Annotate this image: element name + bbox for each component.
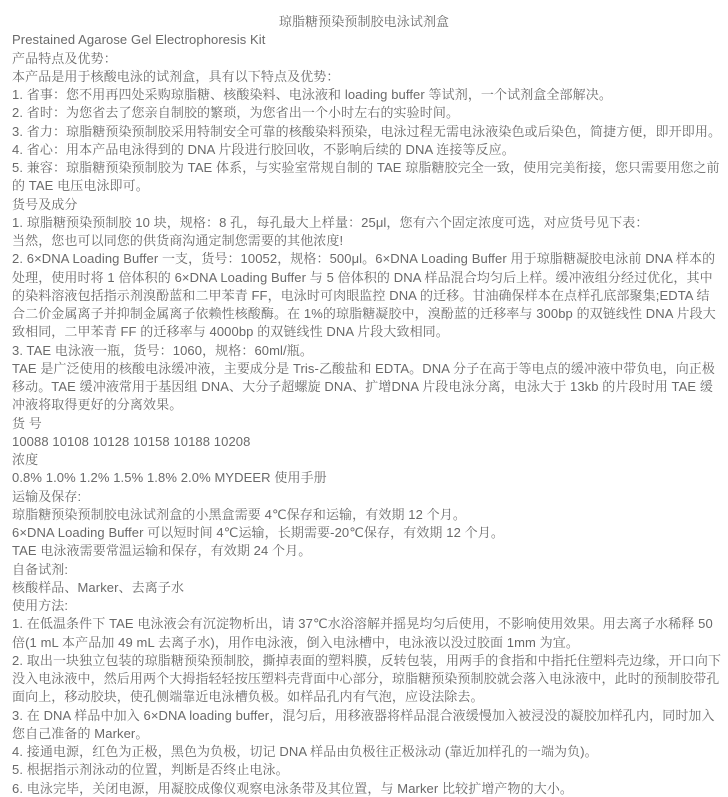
text-line: 当然，您也可以同您的供货商沟通定制您需要的其他浓度! — [12, 233, 344, 248]
component-item-2-cont: 合二价金属离子并抑制金属离子依赖性核酸酶。在 1%的琼脂糖凝胶中，溴酚蓝的迁移率与 300bp 的双链线性 DNA 片段大 — [12, 306, 716, 321]
document-title: 琼脂糖预染预制胶电泳试剂盒 — [278, 14, 450, 29]
feature-item-2: 2. 省时：为您省去了您亲自制胶的繁琐，为您省出一个小时左右的实验时间。 — [12, 105, 460, 121]
component-item-2-cont: 的染料溶液包括指示剂溴酚蓝和二甲苯青 FF，电泳时可肉眼监控 DNA 的迁移。甘油确保样本在点样孔底部聚集;EDTA 结 — [12, 287, 710, 303]
catalog-row-concentration-label: 浓度 — [12, 452, 39, 467]
storage-item-loading-buffer: 6×DNA Loading Buffer 可以短时间 4℃运输，长期需要-20℃保存，有效期 12 个月。 — [12, 525, 504, 540]
usage-step-2-cont: 面向上，移动胶块，使孔侧端靠近电泳槽负极。如样品孔内有气泡，应设法除去。 — [12, 689, 484, 705]
component-item-2: 2. 6×DNA Loading Buffer 一支，货号：10052，规格：500μl。6×DNA Loading Buffer 用于琼脂糖凝胶电泳前 DNA 样本的 — [12, 251, 716, 267]
section-heading-storage: 运输及保存: — [12, 488, 82, 504]
document-subtitle: Prestained Agarose Gel Electrophoresis Kit — [12, 32, 266, 48]
component-item-3: 3. TAE 电泳液一瓶，货号：1060，规格：60ml/瓶。 — [12, 342, 313, 358]
usage-step-1: 1. 在低温条件下 TAE 电泳液会有沉淀物析出，请 37℃水浴溶解并摇晃均匀后使用，不影响使用效果。用去离子水稀释 50 — [12, 616, 713, 632]
feature-item-5: 5. 兼容：琼脂糖预染预制胶为 TAE 体系，与实验室常规自制的 TAE 琼脂糖胶完全一致，使用完美衔接，您只需要用您之前 — [12, 160, 720, 175]
section-heading-features: 产品特点及优势： — [12, 50, 117, 66]
usage-step-6: 6. 电泳完毕，关闭电源，用凝胶成像仪观察电泳条带及其位置，与 Marker 比较扩增产物的大小。 — [12, 780, 574, 796]
section-heading-self-prepared: 自备试剂: — [12, 561, 69, 577]
storage-item-tae: TAE 电泳液需要常温运输和保存，有效期 24 个月。 — [12, 543, 312, 559]
usage-step-1-cont: 倍(1 mL 本产品加 49 mL 去离子水)，用作电泳液，倒入电泳槽中，电泳液以没过胶面 1mm 为宜。 — [12, 634, 579, 650]
usage-step-3-cont: 您自己准备的 Marker。 — [12, 725, 149, 741]
document-body — [12, 13, 722, 797]
catalog-row-concentrations: 0.8% 1.0% 1.2% 1.5% 1.8% 2.0% MYDEER 使用手册 — [12, 470, 327, 486]
self-prepared-list: 核酸样品、Marker、去离子水 — [12, 579, 185, 595]
feature-item-3: 3. 省力：琼脂糖预染预制胶采用特制安全可靠的核酸染料预染，电泳过程无需电泳液染色或后染色，简捷方便，即开即用。 — [12, 123, 722, 139]
component-item-3-cont: 冲液将取得更好的分离效果。 — [12, 397, 183, 413]
usage-step-4: 4. 接通电源，红色为正极，黑色为负极，切记 DNA 样品由负极往正极泳动 (靠近加样孔的一端为负)。 — [12, 744, 598, 759]
catalog-row-codes-label: 货 号 — [12, 415, 42, 431]
component-item-3-cont: TAE 是广泛使用的核酸电泳缓冲液，主要成分是 Tris-乙酸盐和 EDTA。DNA 分子在高于等电点的缓冲液中带负电，向正极 — [12, 360, 716, 376]
catalog-row-codes: 10088 10108 10128 10158 10188 10208 — [12, 433, 251, 449]
text-line: 本产品是用于核酸电泳的试剂盒，具有以下特点及优势： — [12, 68, 340, 84]
usage-step-2-cont: 没入电泳液中，然后用两个大拇指轻轻按压塑料壳背面中心部分，琼脂糖预染预制胶就会落入电泳液中，此时的预制胶带孔 — [12, 671, 720, 686]
feature-item-4: 4. 省心：用本产品电泳得到的 DNA 片段进行胶回收，不影响后续的 DNA 连接等反应。 — [12, 141, 515, 157]
usage-step-3: 3. 在 DNA 样品中加入 6×DNA loading buffer，混匀后，用移液器将样品混合液缓慢加入被浸没的凝胶加样孔内，同时加入 — [12, 707, 715, 723]
usage-step-5: 5. 根据指示剂泳动的位置，判断是否终止电泳。 — [12, 762, 289, 778]
feature-item-5-cont: 的 TAE 电压电泳即可。 — [12, 178, 149, 194]
component-item-3-cont: 移动。TAE 缓冲液常用于基因组 DNA、大分子超螺旋 DNA、扩增DNA 片段电泳分离，电泳大于 13kb 的片段时用 TAE 缓 — [12, 379, 713, 394]
feature-item-1: 1. 省事：您不用再四处采购琼脂糖、核酸染料、电泳液和 loading buffer 等试剂，一个试剂盒全部解决。 — [12, 87, 612, 102]
component-item-2-cont: 致相同，二甲苯青 FF 的迁移率与 4000bp 的双链线性 DNA 片段大致相同。 — [12, 324, 449, 340]
component-item-2-cont: 处理，使用时将 1 倍体积的 6×DNA Loading Buffer 与 5 倍体积的 DNA 样品混合均匀后上样。缓冲液组分经过优化，其中 — [12, 269, 713, 285]
section-heading-usage: 使用方法: — [12, 598, 69, 613]
storage-item-gel: 琼脂糖预染预制胶电泳试剂盒的小黑盒需要 4℃保存和运输，有效期 12 个月。 — [12, 506, 466, 522]
section-heading-catalog: 货号及成分 — [12, 196, 78, 212]
component-item-1: 1. 琼脂糖预染预制胶 10 块，规格：8 孔，每孔最大上样量：25μl，您有六个固定浓度可选，对应货号见下表： — [12, 214, 649, 230]
usage-step-2: 2. 取出一块独立包装的琼脂糖预染预制胶，撕掉表面的塑料膜，反转包装，用两手的食指和中指托住塑料壳边缘，开口向下 — [12, 652, 722, 668]
